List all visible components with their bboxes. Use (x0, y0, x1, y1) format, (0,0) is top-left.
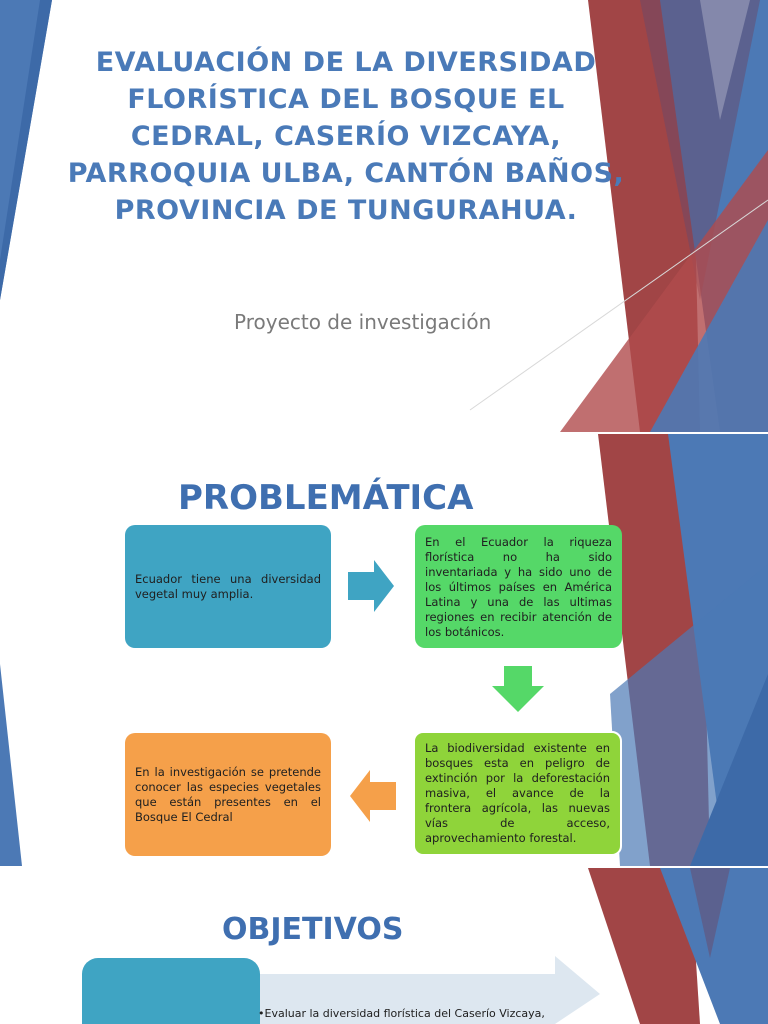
objectives-slide (0, 868, 768, 1024)
problem-box-1-text: Ecuador tiene una diversidad vegetal muy amplia. (135, 571, 321, 601)
problem-box-1 (125, 525, 331, 648)
section-heading: PROBLEMÁTICA (178, 478, 474, 518)
objective-text: •Evaluar la diversidad florística del Caserío Vizcaya, (258, 1007, 545, 1020)
problem-box-2-text: En el Ecuador la riqueza florística no ha sido inventariada y ha sido uno de los últimos países en América Latina y una de las ultimas regiones en recibir atención de los botánicos. (425, 535, 612, 639)
arrow-left-icon (350, 770, 396, 822)
problem-box-2 (415, 525, 622, 648)
title-slide (0, 0, 768, 432)
problem-box-4-text: En la investigación se pretende conocer las especies vegetales que están presentes en el Bosque El Cedral (135, 764, 321, 824)
slide-subtitle: Proyecto de investigación (234, 310, 492, 334)
problem-box-3 (413, 731, 622, 856)
problem-box-3-text: La biodiversidad existente en bosques esta en peligro de extinción por la deforestación masiva, el avance de la frontera agrícola, las nuevas vías de acceso, aprovechamiento forestal. (425, 741, 610, 845)
slide-title: EVALUACIÓN DE LA DIVERSIDAD FLORÍSTICA DEL BOSQUE EL CEDRAL, CASERÍO VIZCAYA, PARROQUIA ULBA, CANTÓN BAÑOS, PROVINCIA DE TUNGURAHUA. (67, 47, 625, 226)
problem-slide (0, 434, 768, 866)
section-heading: OBJETIVOS (222, 912, 404, 947)
arrow-right-icon (348, 560, 394, 612)
problem-box-4 (125, 733, 331, 856)
objective-shape (82, 958, 260, 1024)
arrow-down-icon (492, 666, 544, 712)
